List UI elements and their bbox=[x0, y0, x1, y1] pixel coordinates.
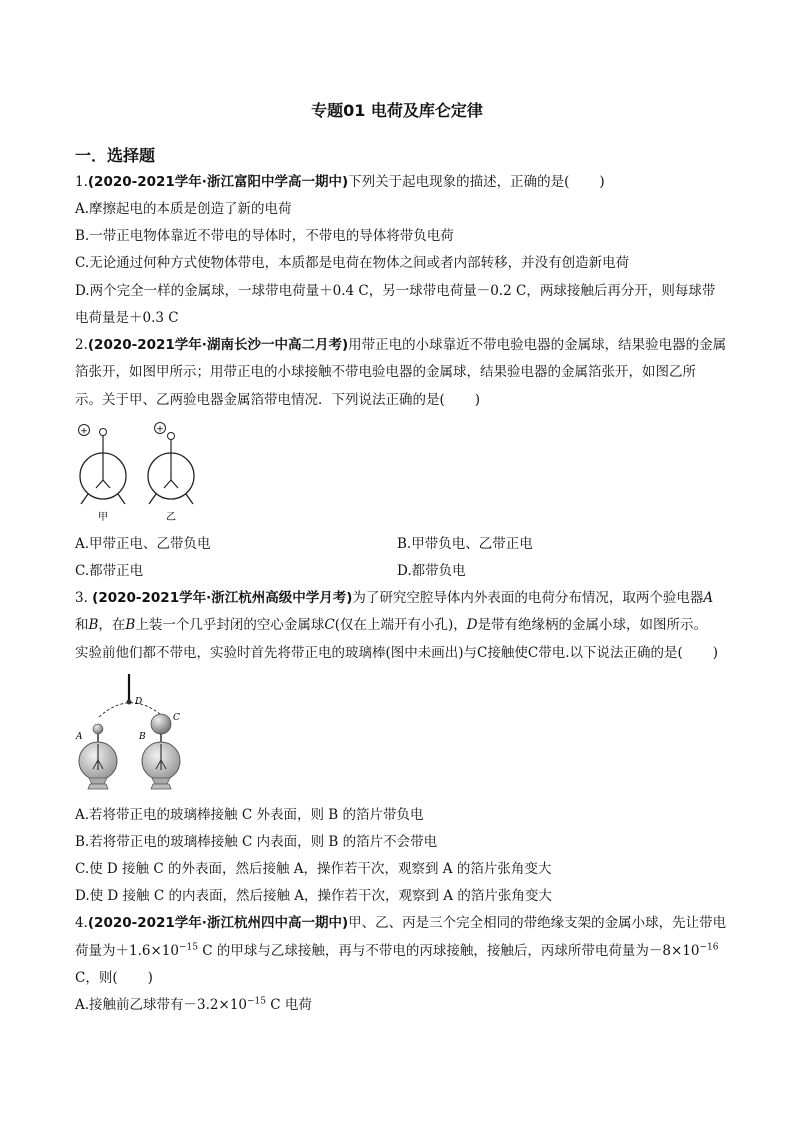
q2-option-a[interactable]: A.甲带正电、乙带负电 bbox=[75, 536, 211, 552]
q3-stem-text1: 为了研究空腔导体内外表面的电荷分布情况，取两个验电器 bbox=[352, 590, 704, 606]
fig-label-b: B bbox=[139, 732, 146, 742]
charged-ball-plus: + bbox=[156, 424, 164, 435]
q4-text: C 的甲球与乙球接触，再与不带电的丙球接触，接触后，丙球所带电荷量为－8×10 bbox=[197, 943, 700, 959]
q1-source: (2020-2021学年·浙江富阳中学高一期中) bbox=[87, 174, 349, 190]
q1-paren-close: ) bbox=[599, 174, 605, 190]
q2-stem-line3 bbox=[75, 391, 480, 409]
q4-option-a-text: A.接触前乙球带有－3.2×10 bbox=[75, 997, 247, 1013]
fig-label-c: C bbox=[173, 713, 180, 723]
fig-label-jia: 甲 bbox=[98, 512, 108, 523]
q3-option-d[interactable]: D.使 D 接触 C 的内表面，然后接触 A，操作若干次，观察到 A 的箔片张角变大 bbox=[75, 888, 552, 904]
q4-source: (2020-2021学年·浙江杭州四中高一期中) bbox=[87, 915, 349, 931]
q4-number: 4. bbox=[75, 915, 88, 931]
q4-stem-line1 bbox=[75, 914, 726, 932]
q3-text: 是带有绝缘柄的金属小球，如图所示。 bbox=[477, 617, 708, 633]
q4-option-a-text: C 电荷 bbox=[266, 997, 312, 1013]
charged-ball-plus: + bbox=[80, 426, 88, 437]
q1-option-d-line2: 电荷量是＋0.3 C bbox=[75, 310, 179, 326]
q4-stem-line3 bbox=[75, 969, 153, 987]
q3-option-a[interactable]: A.若将带正电的玻璃棒接触 C 外表面，则 B 的箔片带负电 bbox=[75, 807, 424, 823]
q4-exponent: −16 bbox=[699, 942, 719, 953]
q3-var-a: A bbox=[703, 590, 714, 606]
q3-text: 上装一个几乎封闭的空心金属球 bbox=[135, 617, 325, 633]
q3-option-b[interactable]: B.若将带正电的玻璃棒接触 C 内表面，则 B 的箔片不会带电 bbox=[75, 834, 438, 850]
q2-option-c[interactable]: C.都带正电 bbox=[75, 563, 144, 579]
q2-source: (2020-2021学年·湖南长沙一中高二月考) bbox=[87, 337, 349, 353]
fig-label-a: A bbox=[76, 732, 83, 742]
q2-electroscope-figure bbox=[72, 418, 212, 528]
q3-var-d: D bbox=[466, 617, 478, 633]
q4-text: 荷量为＋1.6×10 bbox=[75, 943, 179, 959]
q3-stem-line2 bbox=[75, 616, 707, 634]
q3-number: 3. bbox=[75, 590, 93, 606]
q3-text: (仅在上端开有小孔)， bbox=[334, 617, 467, 633]
q2-stem-line1 bbox=[75, 336, 726, 354]
electroscope-jia bbox=[79, 425, 127, 524]
q4-stem-text1: 甲、乙、丙是三个完全相同的带绝缘支架的金属小球，先让带电 bbox=[348, 915, 727, 931]
q2-stem-text3: 示。关于甲、乙两验电器金属箔带电情况．下列说法正确的是( bbox=[75, 392, 445, 408]
q3-option-c[interactable]: C.使 D 接触 C 的外表面，然后接触 A，操作若干次，观察到 A 的箔片张角变大 bbox=[75, 861, 552, 877]
q4-option-a[interactable] bbox=[75, 996, 312, 1014]
q3-stem-text3: 实验前他们都不带电，实验时首先将带正电的玻璃棒(图中未画出)与C接触使C带电.以下说法正确的是( bbox=[75, 645, 683, 661]
q4-exponent: −15 bbox=[178, 942, 198, 953]
q4-exponent: −15 bbox=[247, 996, 266, 1007]
q3-stem-line3 bbox=[75, 644, 718, 662]
section-heading: 一．选择题 bbox=[75, 146, 156, 165]
q3-var-c: C bbox=[324, 617, 335, 633]
q3-source: (2020-2021学年·浙江杭州高级中学月考) bbox=[92, 590, 353, 606]
electroscope-b bbox=[138, 713, 180, 789]
q2-paren-close: ) bbox=[474, 392, 481, 408]
fig-label-d: D bbox=[135, 697, 143, 707]
q4-stem-text3: C，则( bbox=[75, 970, 118, 986]
q1-option-a[interactable]: A.摩擦起电的本质是创造了新的电荷 bbox=[75, 201, 292, 217]
q3-var-b: B bbox=[125, 617, 136, 633]
q1-number: 1. bbox=[75, 174, 88, 190]
q2-option-b[interactable]: B.甲带负电、乙带正电 bbox=[397, 536, 533, 552]
q3-paren-close: ) bbox=[712, 645, 719, 661]
fig-label-yi: 乙 bbox=[166, 512, 176, 523]
electroscope-a bbox=[75, 724, 117, 789]
q1-option-b[interactable]: B.一带正电物体靠近不带电的导体时，不带电的导体将带负电荷 bbox=[75, 228, 454, 244]
q4-stem-line2 bbox=[75, 942, 718, 960]
q3-stem-line1 bbox=[75, 589, 713, 607]
q1-stem-text: 下列关于起电现象的描述，正确的是( bbox=[348, 174, 570, 190]
q1-option-d-line1[interactable]: D.两个完全一样的金属球，一球带电荷量＋0.4 C，另一球带电荷量－0.2 C，两球接触后再分开，则每球带 bbox=[75, 283, 716, 299]
q3-text: ，在 bbox=[98, 617, 126, 633]
page-title: 专题01 电荷及库仑定律 bbox=[311, 101, 483, 120]
q2-stem-text1: 用带正电的小球靠近不带电验电器的金属球，结果验电器的金属 bbox=[348, 337, 727, 353]
q1-stem bbox=[75, 173, 605, 191]
q4-paren-close: ) bbox=[147, 970, 153, 986]
q3-var-b: B bbox=[88, 617, 99, 633]
q2-option-d[interactable]: D.都带负电 bbox=[397, 563, 466, 579]
electroscope-yi bbox=[148, 423, 194, 524]
q3-text: 和 bbox=[75, 617, 89, 633]
q2-number: 2. bbox=[75, 337, 88, 353]
q1-option-c[interactable]: C.无论通过何种方式使物体带电，本质都是电荷在物体之间或者内部转移，并没有创造新电荷 bbox=[75, 255, 630, 271]
q2-stem-line2: 箔张开，如图甲所示；用带正电的小球接触不带电验电器的金属球，结果验电器的金属箔张开，如图乙所 bbox=[75, 364, 696, 380]
q3-electroscope-figure bbox=[72, 672, 202, 802]
